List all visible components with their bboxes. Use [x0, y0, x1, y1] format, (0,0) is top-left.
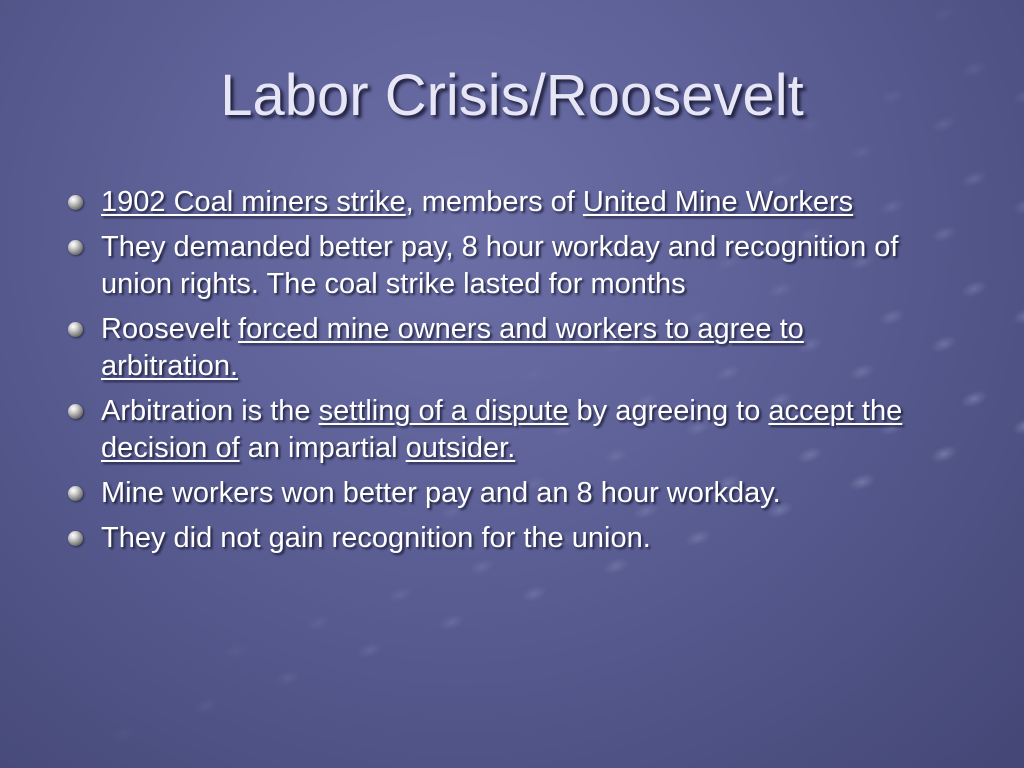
- bullet-sphere-icon: [68, 195, 83, 210]
- bullet-text-underlined: United Mine Workers: [582, 186, 854, 218]
- background-dot: [959, 167, 990, 190]
- background-dot: [958, 277, 990, 301]
- bullet-text: They demanded better pay, 8 hour workday and recognition of union rights. The coal strike lasted for months: [101, 231, 899, 300]
- background-dot: [847, 141, 877, 164]
- background-dot: [273, 667, 303, 690]
- slide-title: Labor Crisis/Roosevelt: [220, 63, 804, 128]
- bullet-item: [66, 229, 946, 303]
- background-dot: [1010, 414, 1024, 439]
- bullet-text: Arbitration is the: [101, 395, 319, 427]
- bullet-text-underlined: outsider.: [405, 432, 516, 464]
- bullet-item: [66, 475, 946, 512]
- background-dot: [303, 612, 333, 635]
- background-dot: [929, 3, 959, 25]
- background-dot: [519, 582, 550, 605]
- background-dot: [958, 387, 990, 411]
- bullet-item: [66, 520, 946, 557]
- bullet-text-underlined: settling of a dispute: [318, 395, 569, 427]
- bullet-text: an impartial: [239, 432, 406, 464]
- bullet-sphere-icon: [68, 404, 83, 419]
- bullet-text: Mine workers won better pay and an 8 hour workday.: [101, 477, 781, 509]
- bullet-sphere-icon: [68, 322, 83, 337]
- background-dot: [1010, 304, 1024, 328]
- bullet-text-underlined: 1902 Coal miners strike: [101, 186, 406, 218]
- bullet-text-underlined: accept the decision of: [101, 395, 903, 464]
- background-dot: [437, 610, 468, 633]
- bullet-sphere-icon: [68, 531, 83, 546]
- background-dot: [109, 723, 139, 745]
- background-dot: [221, 640, 251, 662]
- background-dot: [191, 695, 221, 718]
- bullet-list: [66, 184, 946, 565]
- bullet-text: , members of: [405, 186, 583, 218]
- bullet-text-underlined: forced mine owners and workers to agree to arbitration.: [101, 313, 804, 382]
- bullet-sphere-icon: [68, 240, 83, 255]
- bullet-text: They did not gain recognition for the union.: [101, 522, 651, 554]
- bullet-sphere-icon: [68, 486, 83, 501]
- background-dot: [355, 639, 385, 662]
- bullet-item: [66, 311, 946, 385]
- bullet-item: [66, 393, 946, 467]
- background-dot: [385, 584, 415, 607]
- bullet-text: Roosevelt: [101, 313, 239, 345]
- bullet-text: by agreeing to: [568, 395, 769, 427]
- bullet-item: [66, 184, 946, 221]
- background-dot: [1010, 194, 1024, 218]
